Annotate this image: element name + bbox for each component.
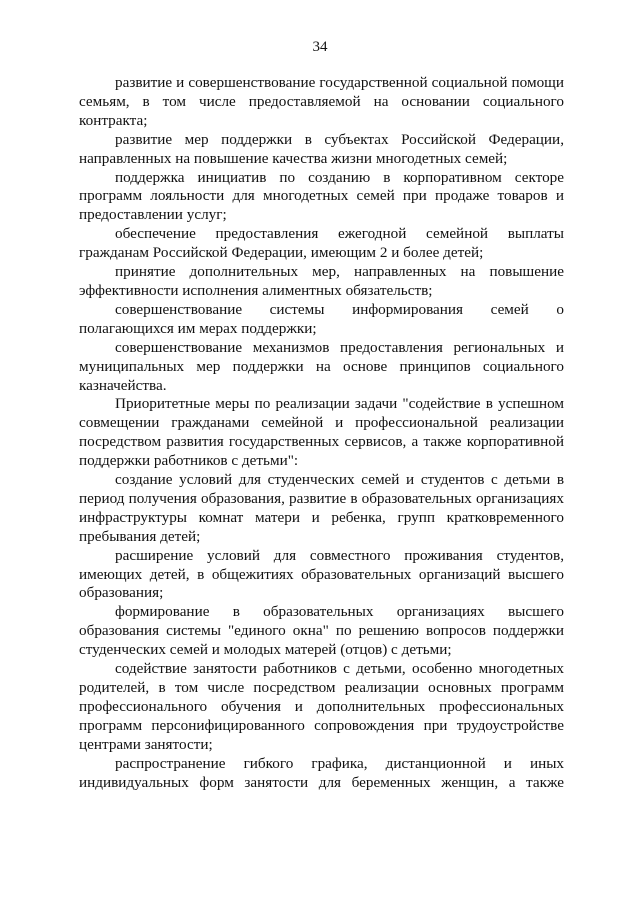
paragraph-priority-measures: Приоритетные меры по реализации задачи "содействие в успешном совмещении гражданами семейной и профессиональной реализации посредством развития государственных сервисов, а также корпоративной поддержки работников с детьми": bbox=[79, 395, 564, 470]
paragraph-regional-support: развитие мер поддержки в субъектах Российской Федерации, направленных на повышение качества жизни многодетных семей; bbox=[79, 130, 564, 167]
paragraph-employment: содействие занятости работников с детьми, особенно многодетных родителей, в том числе посредством реализации основных программ профессионального обучения и дополнительных профессиональных программ персонифицированного сопровождения при трудоустройстве центрами занятости; bbox=[79, 660, 564, 753]
body-text bbox=[79, 74, 564, 792]
paragraph-social-treasury: совершенствование механизмов предоставления региональных и муниципальных мер поддержки на основе принципов социального казначейства. bbox=[79, 338, 564, 394]
paragraph-annual-payment: обеспечение предоставления ежегодной семейной выплаты гражданам Российской Федерации, имеющим 2 и более детей; bbox=[79, 225, 564, 262]
paragraph-loyalty-programs: поддержка инициатив по созданию в корпоративном секторе программ лояльности для многодетных семей при продаже товаров и предоставлении услуг; bbox=[79, 168, 564, 224]
paragraph-student-families: создание условий для студенческих семей и студентов с детьми в период получения образования, развитие в образовательных организациях инфраструктуры комнат матери и ребенка, групп кратковременного пребывания детей; bbox=[79, 471, 564, 545]
paragraph-flexible-schedule: распространение гибкого графика, дистанционной и иных индивидуальных форм занятости для беременных женщин, а также bbox=[79, 754, 564, 791]
paragraph-alimony: принятие дополнительных мер, направленных на повышение эффективности исполнения алиментных обязательств; bbox=[79, 263, 564, 299]
paragraph-informing: совершенствование системы информирования семей о полагающихся им мерах поддержки; bbox=[79, 300, 564, 337]
paragraph-dormitories: расширение условий для совместного проживания студентов, имеющих детей, в общежитиях образовательных организаций высшего образования; bbox=[79, 546, 564, 602]
page-number: 34 bbox=[312, 39, 328, 55]
paragraph-single-window: формирование в образовательных организациях высшего образования системы "единого окна" по решению вопросов поддержки студенческих семей и молодых матерей (отцов) с детьми; bbox=[79, 603, 564, 659]
paragraph-social-assistance: развитие и совершенствование государственной социальной помощи семьям, в том числе предоставляемой на основании социального контракта; bbox=[79, 74, 564, 129]
